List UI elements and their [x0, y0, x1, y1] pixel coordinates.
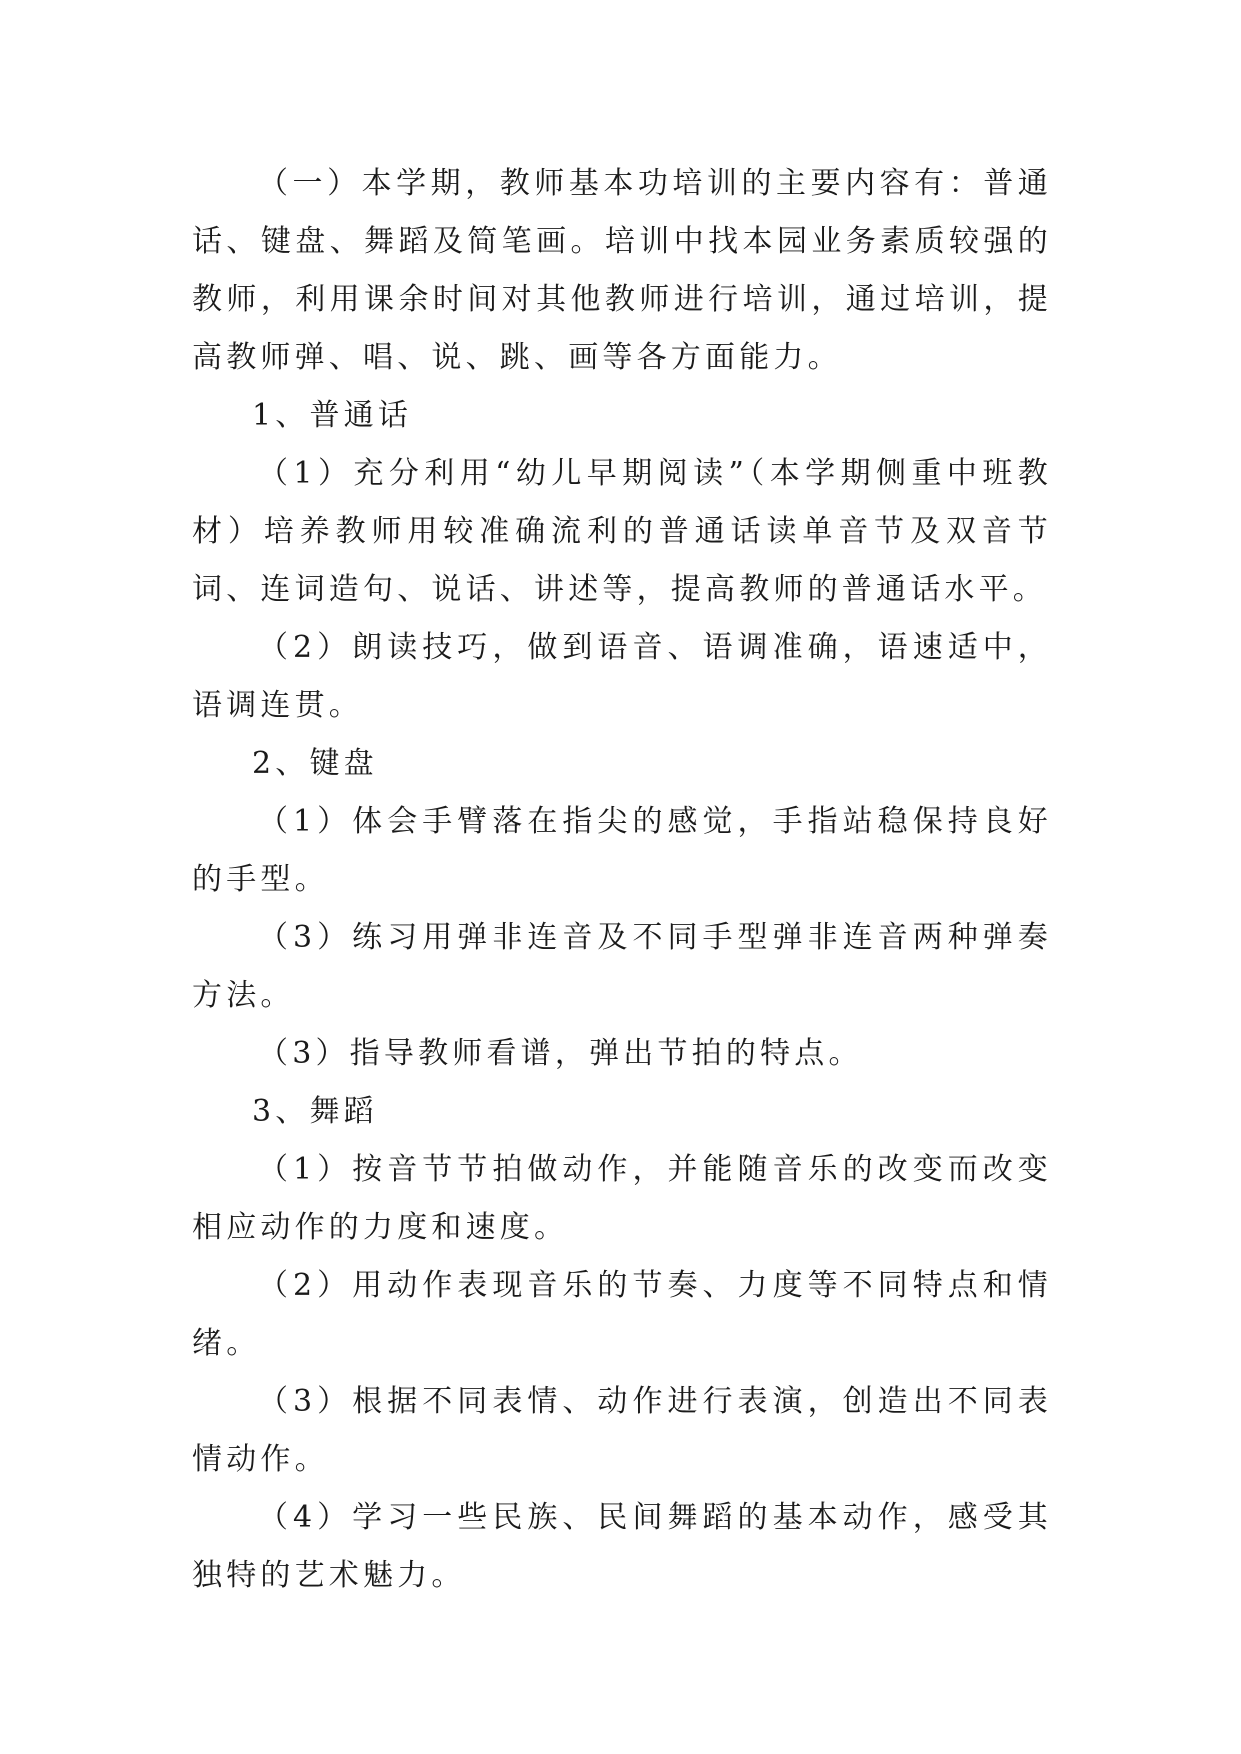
putonghua-item-1: （1）充分利用“幼儿早期阅读”（本学期侧重中班教材）培养教师用较准确流利的普通话读单音节及双音节词、连词造句、说话、讲述等，提高教师的普通话水平。: [192, 456, 1052, 607]
keyboard-item-3: （3）指导教师看谱，弹出节拍的特点。: [258, 1036, 863, 1071]
dance-item-4: （4）学习一些民族、民间舞蹈的基本动作，感受其独特的艺术魅力。: [192, 1500, 1052, 1593]
section-heading-dance: 3、舞蹈: [252, 1094, 378, 1129]
keyboard-item-2: （3）练习用弹非连音及不同手型弹非连音两种弹奏方法。: [192, 920, 1052, 1013]
intro-paragraph: （一）本学期，教师基本功培训的主要内容有：普通话、键盘、舞蹈及简笔画。培训中找本园业务素质较强的教师，利用课余时间对其他教师进行培训，通过培训，提高教师弹、唱、说、跳、画等各方面能力。: [192, 166, 1052, 375]
section-heading-keyboard: 2、键盘: [252, 746, 378, 781]
dance-item-1: （1）按音节节拍做动作，并能随音乐的改变而改变相应动作的力度和速度。: [192, 1152, 1052, 1245]
document-body: [192, 155, 1052, 1605]
dance-item-3: （3）根据不同表情、动作进行表演，创造出不同表情动作。: [192, 1384, 1052, 1477]
putonghua-item-2: （2）朗读技巧，做到语音、语调准确，语速适中，语调连贯。: [192, 630, 1052, 723]
dance-item-2: （2）用动作表现音乐的节奏、力度等不同特点和情绪。: [192, 1268, 1052, 1361]
keyboard-item-1: （1）体会手臂落在指尖的感觉，手指站稳保持良好的手型。: [192, 804, 1052, 897]
section-heading-putonghua: 1、普通话: [252, 398, 413, 433]
